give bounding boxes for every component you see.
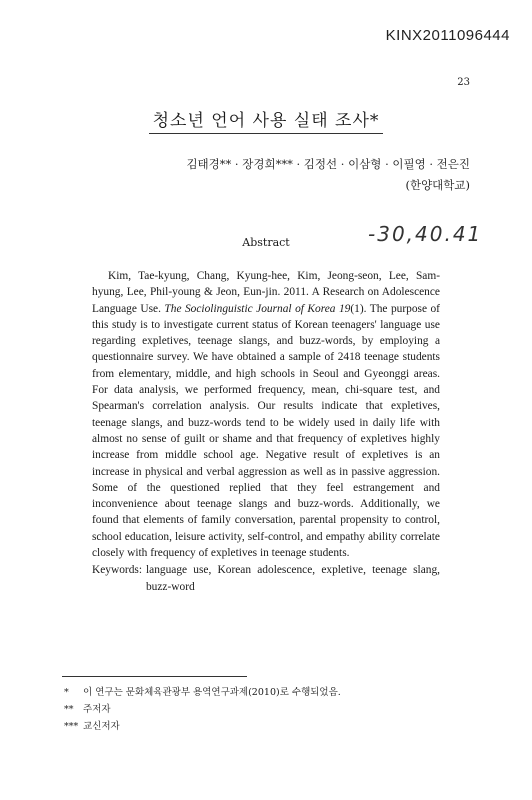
keywords-label: Keywords: (92, 564, 142, 577)
footnote-text: 교신저자 (83, 721, 120, 732)
abstract-body (92, 268, 440, 595)
paper-title: 청소년 언어 사용 실태 조사* (149, 104, 384, 134)
page-number: 23 (457, 77, 470, 88)
title-block (0, 104, 532, 134)
handwritten-note: -30,40.41 (368, 222, 483, 246)
document-id: KINX2011096444 (385, 27, 510, 44)
footnote-text: 이 연구는 문화체육관광부 용역연구과제(2010)로 수행되었음. (83, 687, 341, 698)
citation-text: Kim, Tae-kyung, Chang, Kyung-hee, Kim, Jeong-seon, Lee, Sam-hyung, Lee, Phil-young & Jeon, Eun-jin. 2011. A Research on Adolescence Language Use. (92, 270, 440, 315)
footnote-item (64, 701, 341, 718)
abstract-heading: Abstract (242, 236, 290, 249)
footnote-divider (62, 676, 247, 677)
journal-issue: (1). (350, 302, 367, 315)
footnote-item (64, 684, 341, 701)
author-list: 김태경** · 장경희*** · 김정선 · 이삼형 · 이필영 · 전은진 (186, 157, 470, 171)
footnote-mark: * (64, 687, 69, 698)
footnote-text: 주저자 (83, 704, 111, 715)
footnote-mark: ** (64, 704, 74, 715)
keywords-text: language use, Korean adolescence, expletive, teenage slang, buzz-word (145, 564, 440, 593)
footnote-item (64, 718, 341, 735)
abstract-paragraph (92, 268, 440, 561)
journal-title: The Sociolinguistic Journal of Korea 19 (164, 302, 351, 315)
affiliation: (한양대학교) (405, 178, 470, 192)
footnote-mark: *** (64, 721, 79, 732)
abstract-text: The purpose of this study is to investigate current status of Korean teenagers' language use regarding expletives, teenage slangs, and buzz-words, by employing a questionnaire survey. We have obtained a sample of 2418 teenage students from elementary, middle, and high schools in Seoul and Gyeonggi areas. For data analysis, we performed frequency, mean, chi-square test, and Spearman's correlation analysis. Our results indicate that expletives, teenage slangs, and buzz-words tend to be widely used in daily life with almost no sense of guilt or shame and that frequency of expletives highly increase from middle school age. Negative result of expletives is an increase in physical and verbal aggression as well as in passive aggression. Some of the questioned replied that they feel estrangement and inconvenience about teenage slangs and buzz-words. Additionally, we found that elements of family conversation, parental propensity to control, school education, leisure activity, self-control, and empathy ability correlate closely with frequency of expletives in teenage students. (92, 302, 440, 560)
keywords-line (92, 562, 440, 595)
footnotes (64, 684, 341, 735)
